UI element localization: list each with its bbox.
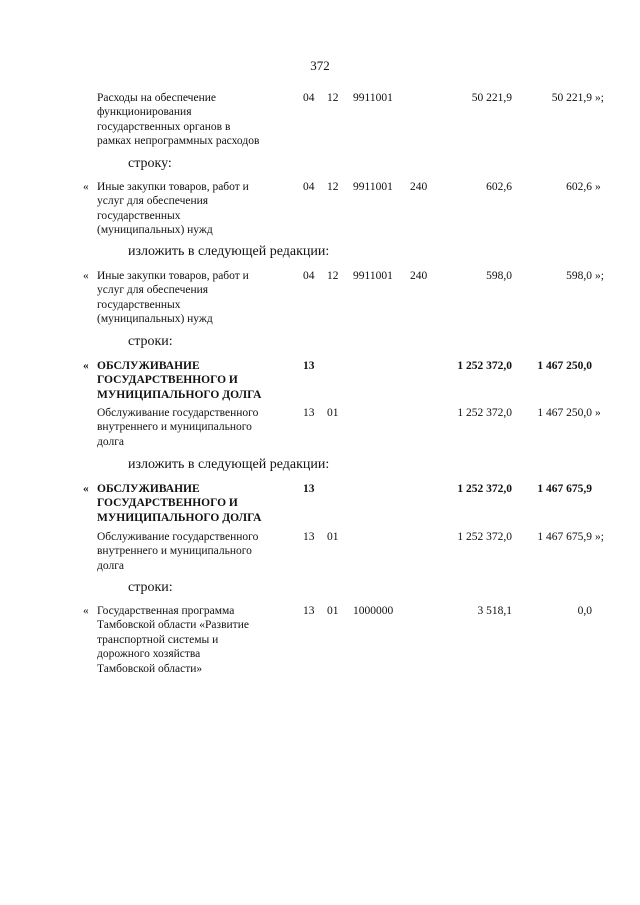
amount-1: 602,6: [486, 181, 512, 193]
section-code: 13: [303, 483, 315, 495]
close-quote: »: [595, 181, 601, 193]
close-quote: »;: [595, 531, 604, 543]
subsection-code: 01: [327, 531, 339, 543]
amount-2: 1 467 675,9: [537, 531, 592, 543]
target-article-code: 9911001: [353, 181, 393, 193]
row-name: Расходы на обеспечение функционирования государственных органов в рамках непрограммных расходов: [97, 92, 260, 148]
open-quote: «: [83, 181, 89, 193]
section-code: 04: [303, 181, 315, 193]
row-name: Иные закупки товаров, работ и услуг для обеспечения государственных (муниципальных) нужд: [97, 181, 249, 237]
amount-2: 0,0: [577, 605, 592, 617]
target-article-code: 9911001: [353, 92, 393, 104]
amount-2: 598,0: [566, 270, 592, 282]
subsection-code: 01: [327, 407, 339, 419]
open-quote: «: [83, 483, 89, 495]
subsection-code: 12: [327, 270, 339, 282]
instruction-text: строку:: [128, 156, 172, 171]
amount-1: 598,0: [486, 270, 512, 282]
row-name: Иные закупки товаров, работ и услуг для обеспечения государственных (муниципальных) нужд: [97, 270, 249, 326]
open-quote: «: [83, 605, 89, 617]
page-number: 372: [310, 58, 330, 73]
section-code: 13: [303, 360, 315, 372]
subsection-code: 01: [327, 605, 339, 617]
instruction-text: изложить в следующей редакции:: [128, 457, 330, 472]
row-name: Обслуживание государственного внутреннего и муниципального долга: [97, 531, 259, 572]
amount-2: 1 467 675,9: [537, 483, 592, 495]
expense-type-code: 240: [410, 181, 428, 193]
instruction-text: изложить в следующей редакции:: [128, 244, 330, 259]
row-name: Обслуживание государственного внутреннего и муниципального долга: [97, 407, 259, 448]
open-quote: «: [83, 360, 89, 372]
section-code: 04: [303, 270, 315, 282]
target-article-code: 1000000: [353, 605, 394, 617]
instruction-text: строки:: [128, 580, 173, 595]
subsection-code: 12: [327, 181, 339, 193]
instruction-text: строки:: [128, 334, 173, 349]
row-name: ОБСЛУЖИВАНИЕ ГОСУДАРСТВЕННОГО И МУНИЦИПАЛЬНОГО ДОЛГА: [97, 483, 262, 524]
amount-2: 1 467 250,0: [537, 407, 592, 419]
expense-type-code: 240: [410, 270, 428, 282]
amount-1: 1 252 372,0: [457, 483, 512, 495]
amount-1: 1 252 372,0: [457, 360, 512, 372]
open-quote: «: [83, 270, 89, 282]
amount-2: 1 467 250,0: [537, 360, 592, 372]
amount-2: 602,6: [566, 181, 592, 193]
section-code: 13: [303, 605, 315, 617]
row-name: ОБСЛУЖИВАНИЕ ГОСУДАРСТВЕННОГО И МУНИЦИПАЛЬНОГО ДОЛГА: [97, 360, 262, 401]
amount-1: 3 518,1: [477, 605, 512, 617]
section-code: 13: [303, 407, 315, 419]
close-quote: »;: [595, 270, 604, 282]
subsection-code: 12: [327, 92, 339, 104]
amount-1: 1 252 372,0: [457, 407, 512, 419]
close-quote: »;: [595, 92, 604, 104]
section-code: 04: [303, 92, 315, 104]
close-quote: »: [595, 407, 601, 419]
amount-2: 50 221,9: [551, 92, 592, 104]
amount-1: 50 221,9: [471, 92, 512, 104]
row-name: Государственная программа Тамбовской области «Развитие транспортной системы и дорожного хозяйства Тамбовской области»: [97, 605, 249, 675]
section-code: 13: [303, 531, 315, 543]
target-article-code: 9911001: [353, 270, 393, 282]
amount-1: 1 252 372,0: [457, 531, 512, 543]
